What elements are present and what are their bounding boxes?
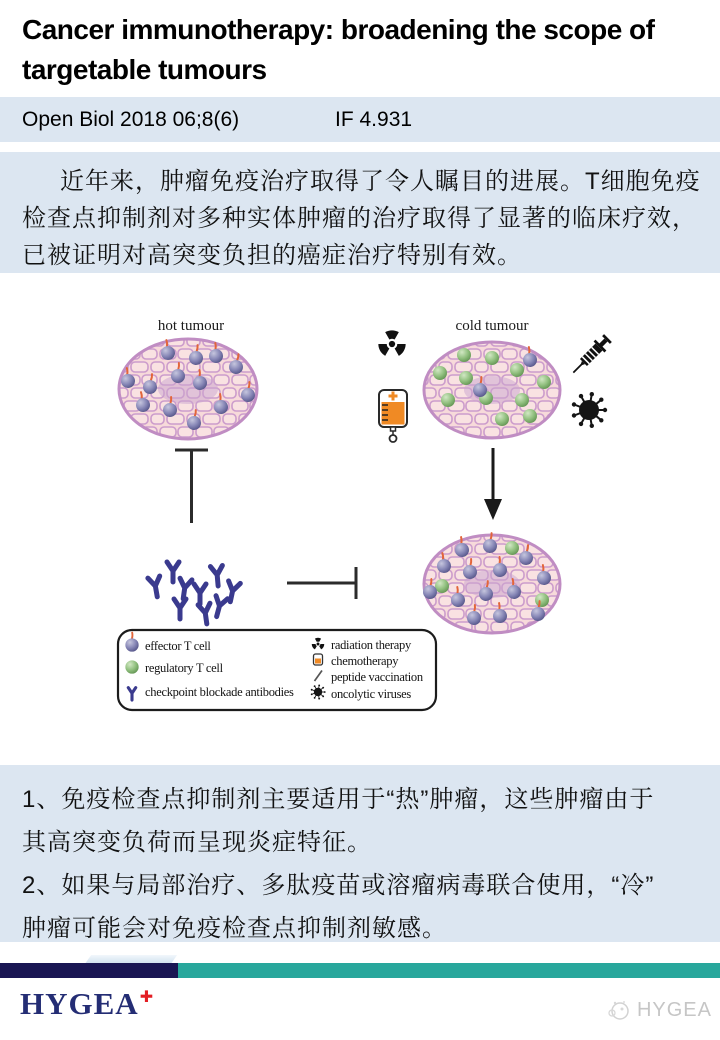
syringe-icon [568,333,614,379]
summary-line: 2、如果与局部治疗、多肽疫苗或溶瘤病毒联合使用，“冷” [22,872,655,899]
legend-label: oncolytic viruses [331,687,411,701]
hot-tumour-label: hot tumour [157,318,225,334]
oncolytic-virus-icon [572,392,607,428]
legend-label: chemotherapy [331,654,399,668]
summary-line: 1、免疫检查点抑制剂主要适用于“热”肿瘤，这些肿瘤由于 [22,786,655,813]
legend-label: peptide vaccination [331,670,423,684]
regulatory-t-cell-icon [125,660,138,673]
antibody-cluster [148,562,240,625]
page-title: Cancer immunotherapy: broadening the scope of targetable tumours [22,14,655,85]
arrow-down-icon [484,448,502,520]
cold-tumour-illustration [424,342,560,438]
summary-line: 肿瘤可能会对免疫检查点抑制剂敏感。 [22,915,447,942]
radiation-icon [377,330,407,356]
journal-info-bar [0,97,720,142]
hygea-logo-text: HYGEA [20,986,139,1021]
legend-label: checkpoint blockade antibodies [145,685,294,699]
abstract-panel [0,152,720,273]
tumour-figure [105,296,615,736]
chemotherapy-legend-icon [314,654,323,665]
watermark-logo-icon [606,997,632,1023]
footer-bar-navy [0,963,178,978]
legend-label: effector T cell [145,639,211,653]
figure-legend [118,630,436,710]
tumour-figure-svg [105,296,615,736]
abstract-line: 近年来，肿瘤免疫治疗取得了令人瞩目的进展。T细胞免疫 [60,168,701,195]
abstract-line: 已被证明对高突变负担的癌症治疗特别有效。 [22,242,522,269]
legend-label: regulatory T cell [145,661,223,675]
chemotherapy-icon [379,390,407,442]
journal-reference: Open Biol 2018 06;8(6) [22,107,240,131]
abstract-line: 检查点抑制剂对多种实体肿瘤的治疗取得了显著的临床疗效， [22,205,697,232]
impact-factor: IF 4.931 [335,107,413,131]
hygea-logo [20,986,154,1022]
hygea-watermark [606,997,712,1023]
inhibition-bar-vertical [175,450,208,523]
summary-line: 其高突变负荷而呈现炎症特征。 [22,829,372,856]
red-cross-icon: ✚ [139,987,155,1006]
footer-bar-teal [178,963,720,978]
treated-tumour-illustration [422,532,560,633]
legend-label: radiation therapy [331,638,411,652]
summary-panel [0,765,720,942]
cold-tumour-label: cold tumour [455,318,529,334]
watermark-text: HYGEA [636,998,712,1021]
hot-tumour-illustration [119,339,257,439]
inhibition-bar-horizontal [287,567,356,599]
